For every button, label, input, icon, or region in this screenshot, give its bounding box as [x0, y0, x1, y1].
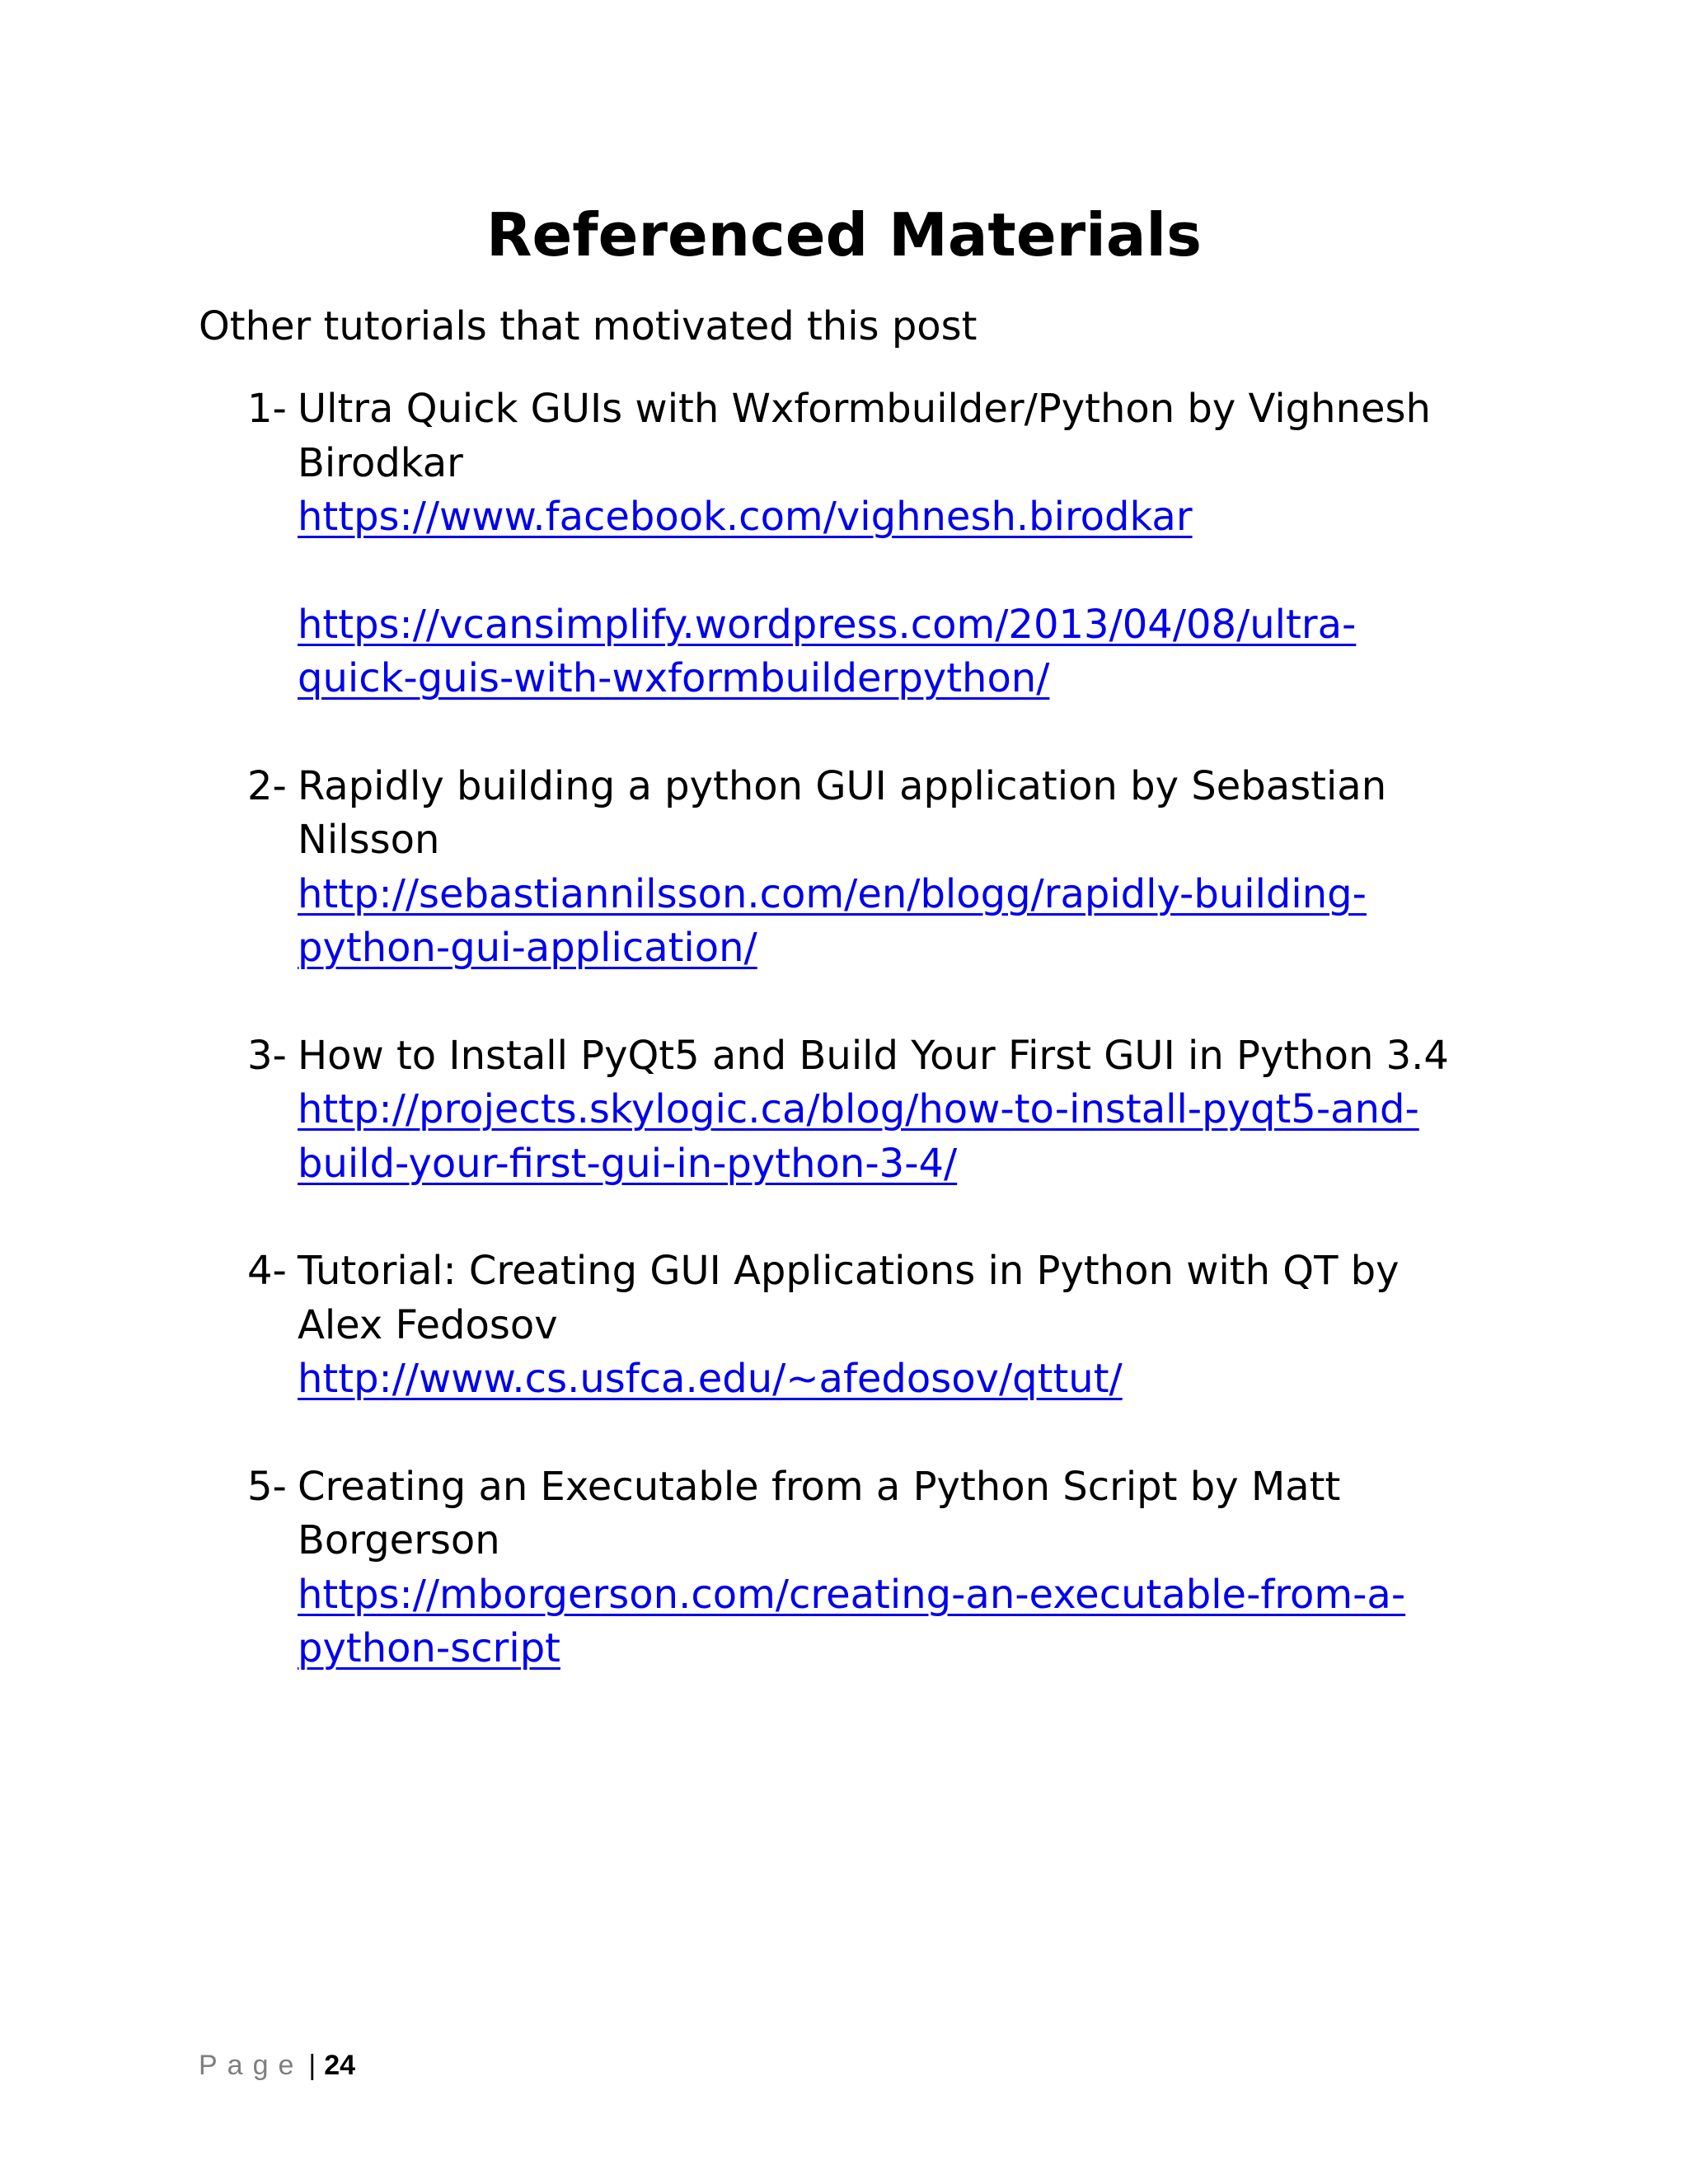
reference-item: [0, 760, 1468, 976]
reference-title: Ultra Quick GUIs with Wxformbuilder/Python by Vighnesh Birodkar: [298, 386, 1431, 486]
reference-item: [0, 382, 1468, 706]
reference-number: 1-: [247, 386, 287, 432]
reference-item: [0, 1029, 1468, 1192]
reference-link[interactable]: https://vcansimplify.wordpress.com/2013/04/08/ultra-quick-guis-with-wxformbuilderpython/: [298, 601, 1357, 701]
reference-link[interactable]: http://projects.skylogic.ca/blog/how-to-install-pyqt5-and-build-your-first-gui-in-python-3-4/: [298, 1086, 1419, 1187]
reference-item: [0, 1244, 1468, 1407]
footer-separator: |: [308, 2050, 316, 2081]
page-label: Page: [199, 2050, 304, 2081]
intro-text: Other tutorials that motivated this post: [199, 303, 978, 349]
reference-item: [0, 1460, 1468, 1676]
reference-link[interactable]: https://www.facebook.com/vighnesh.birodkar: [298, 494, 1193, 540]
reference-link[interactable]: http://www.cs.usfca.edu/~afedosov/qttut/: [298, 1356, 1123, 1402]
reference-title: How to Install PyQt5 and Build Your First GUI in Python 3.4: [298, 1032, 1449, 1079]
page-title: Referenced Materials: [486, 200, 1202, 269]
reference-number: 3-: [247, 1032, 287, 1079]
page-footer: [199, 2049, 355, 2082]
reference-title: Rapidly building a python GUI application by Sebastian Nilsson: [298, 762, 1387, 863]
reference-number: 5-: [247, 1463, 287, 1510]
reference-title: Creating an Executable from a Python Script by Matt Borgerson: [298, 1463, 1341, 1563]
reference-link[interactable]: https://mborgerson.com/creating-an-executable-from-a-python-script: [298, 1571, 1406, 1671]
page-number: 24: [324, 2050, 356, 2081]
reference-link[interactable]: http://sebastiannilsson.com/en/blogg/rapidly-building-python-gui-application/: [298, 870, 1367, 971]
reference-number: 4-: [247, 1248, 287, 1294]
reference-list: [0, 382, 1688, 1730]
reference-title: Tutorial: Creating GUI Applications in Python with QT by Alex Fedosov: [298, 1248, 1400, 1348]
reference-number: 2-: [247, 762, 287, 809]
